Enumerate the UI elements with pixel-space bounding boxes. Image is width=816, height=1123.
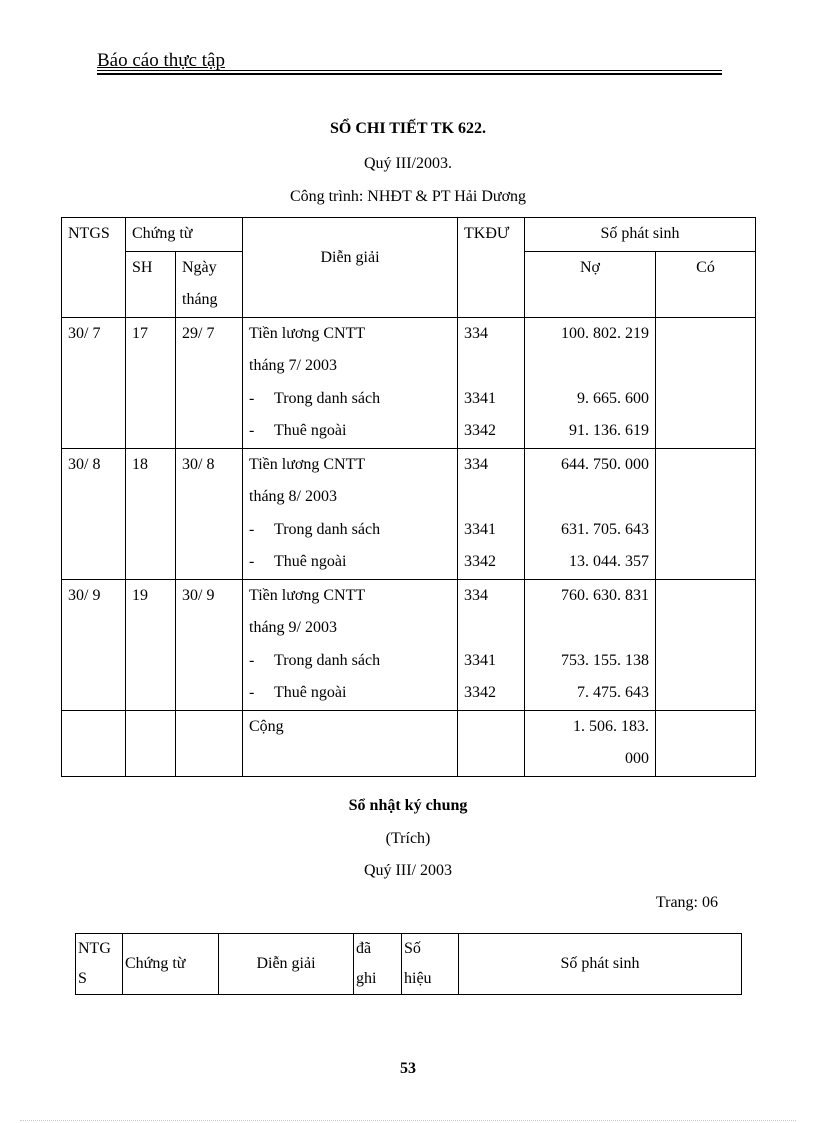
cell-dien-giai: Tiền lương CNTT tháng 8/ 2003 - Trong danh sách - Thuê ngoài (243, 448, 458, 579)
col-header-sh: SH (126, 251, 176, 317)
cell-no: 644. 750. 000 631. 705. 643 13. 044. 357 (525, 448, 656, 579)
ledger-project: Công trình: NHĐT & PT Hải Dương (289, 188, 527, 205)
table-row (62, 579, 756, 710)
total-label: Cộng (243, 710, 458, 776)
cell-dien-giai: Tiền lương CNTT tháng 9/ 2003 - Trong danh sách - Thuê ngoài (243, 579, 458, 710)
col-header-so-phat-sinh: Số phát sinh (459, 934, 742, 995)
page-number: 53 (400, 1060, 416, 1077)
cell-no: 760. 630. 831 753. 155. 138 7. 475. 643 (525, 579, 656, 710)
journal-table (75, 933, 742, 995)
journal-page-label: Trang: 06 (655, 894, 718, 911)
cell-tkdu: 334 3341 3342 (458, 317, 525, 448)
col-header-so-hieu: Số hiệu (402, 934, 459, 995)
header-rule (97, 73, 722, 75)
cell-dien-giai: Tiền lương CNTT tháng 7/ 2003 - Trong danh sách - Thuê ngoài (243, 317, 458, 448)
journal-period: Quý III/ 2003 (364, 862, 452, 879)
col-header-da-ghi: đã ghi (354, 934, 402, 995)
total-no: 1. 506. 183. 000 (525, 710, 656, 776)
journal-subtitle: (Trích) (385, 830, 431, 847)
col-header-ngay-thang: Ngày tháng (176, 251, 243, 317)
col-header-ntgs: NTG S (76, 934, 123, 995)
cell-sh: 17 (126, 317, 176, 448)
col-header-ntgs: NTGS (62, 218, 126, 318)
col-header-so-phat-sinh: Số phát sinh (525, 218, 756, 252)
cell-ngay: 30/ 9 (176, 579, 243, 710)
col-header-chung-tu: Chứng từ (126, 218, 243, 252)
report-header-title: Báo cáo thực tập (97, 50, 225, 71)
cell-ngay: 29/ 7 (176, 317, 243, 448)
cell-no: 100. 802. 219 9. 665. 600 91. 136. 619 (525, 317, 656, 448)
col-header-no: Nợ (525, 251, 656, 317)
cell-tkdu: 334 3341 3342 (458, 448, 525, 579)
cell-sh: 19 (126, 579, 176, 710)
col-header-co: Có (656, 251, 756, 317)
col-header-chung-tu: Chứng từ (123, 934, 219, 995)
ledger-title: SỔ CHI TIẾT TK 622. (329, 120, 487, 137)
cell-ntgs: 30/ 9 (62, 579, 126, 710)
ledger-period: Quý III/2003. (364, 155, 452, 172)
cell-ntgs: 30/ 7 (62, 317, 126, 448)
table-row (62, 448, 756, 579)
cell-ngay: 30/ 8 (176, 448, 243, 579)
footer-rule (20, 1120, 796, 1121)
total-row (62, 710, 756, 776)
cell-sh: 18 (126, 448, 176, 579)
cell-ntgs: 30/ 8 (62, 448, 126, 579)
ledger-table (61, 217, 756, 777)
col-header-dien-giai: Diễn giải (243, 218, 458, 318)
cell-tkdu: 334 3341 3342 (458, 579, 525, 710)
col-header-tkdu: TKĐƯ (458, 218, 525, 318)
cell-co (656, 317, 756, 448)
table-row (62, 317, 756, 448)
cell-co (656, 579, 756, 710)
header-rule (97, 70, 722, 71)
col-header-dien-giai: Diễn giải (219, 934, 354, 995)
journal-title: Sổ nhật ký chung (348, 797, 468, 814)
cell-co (656, 448, 756, 579)
